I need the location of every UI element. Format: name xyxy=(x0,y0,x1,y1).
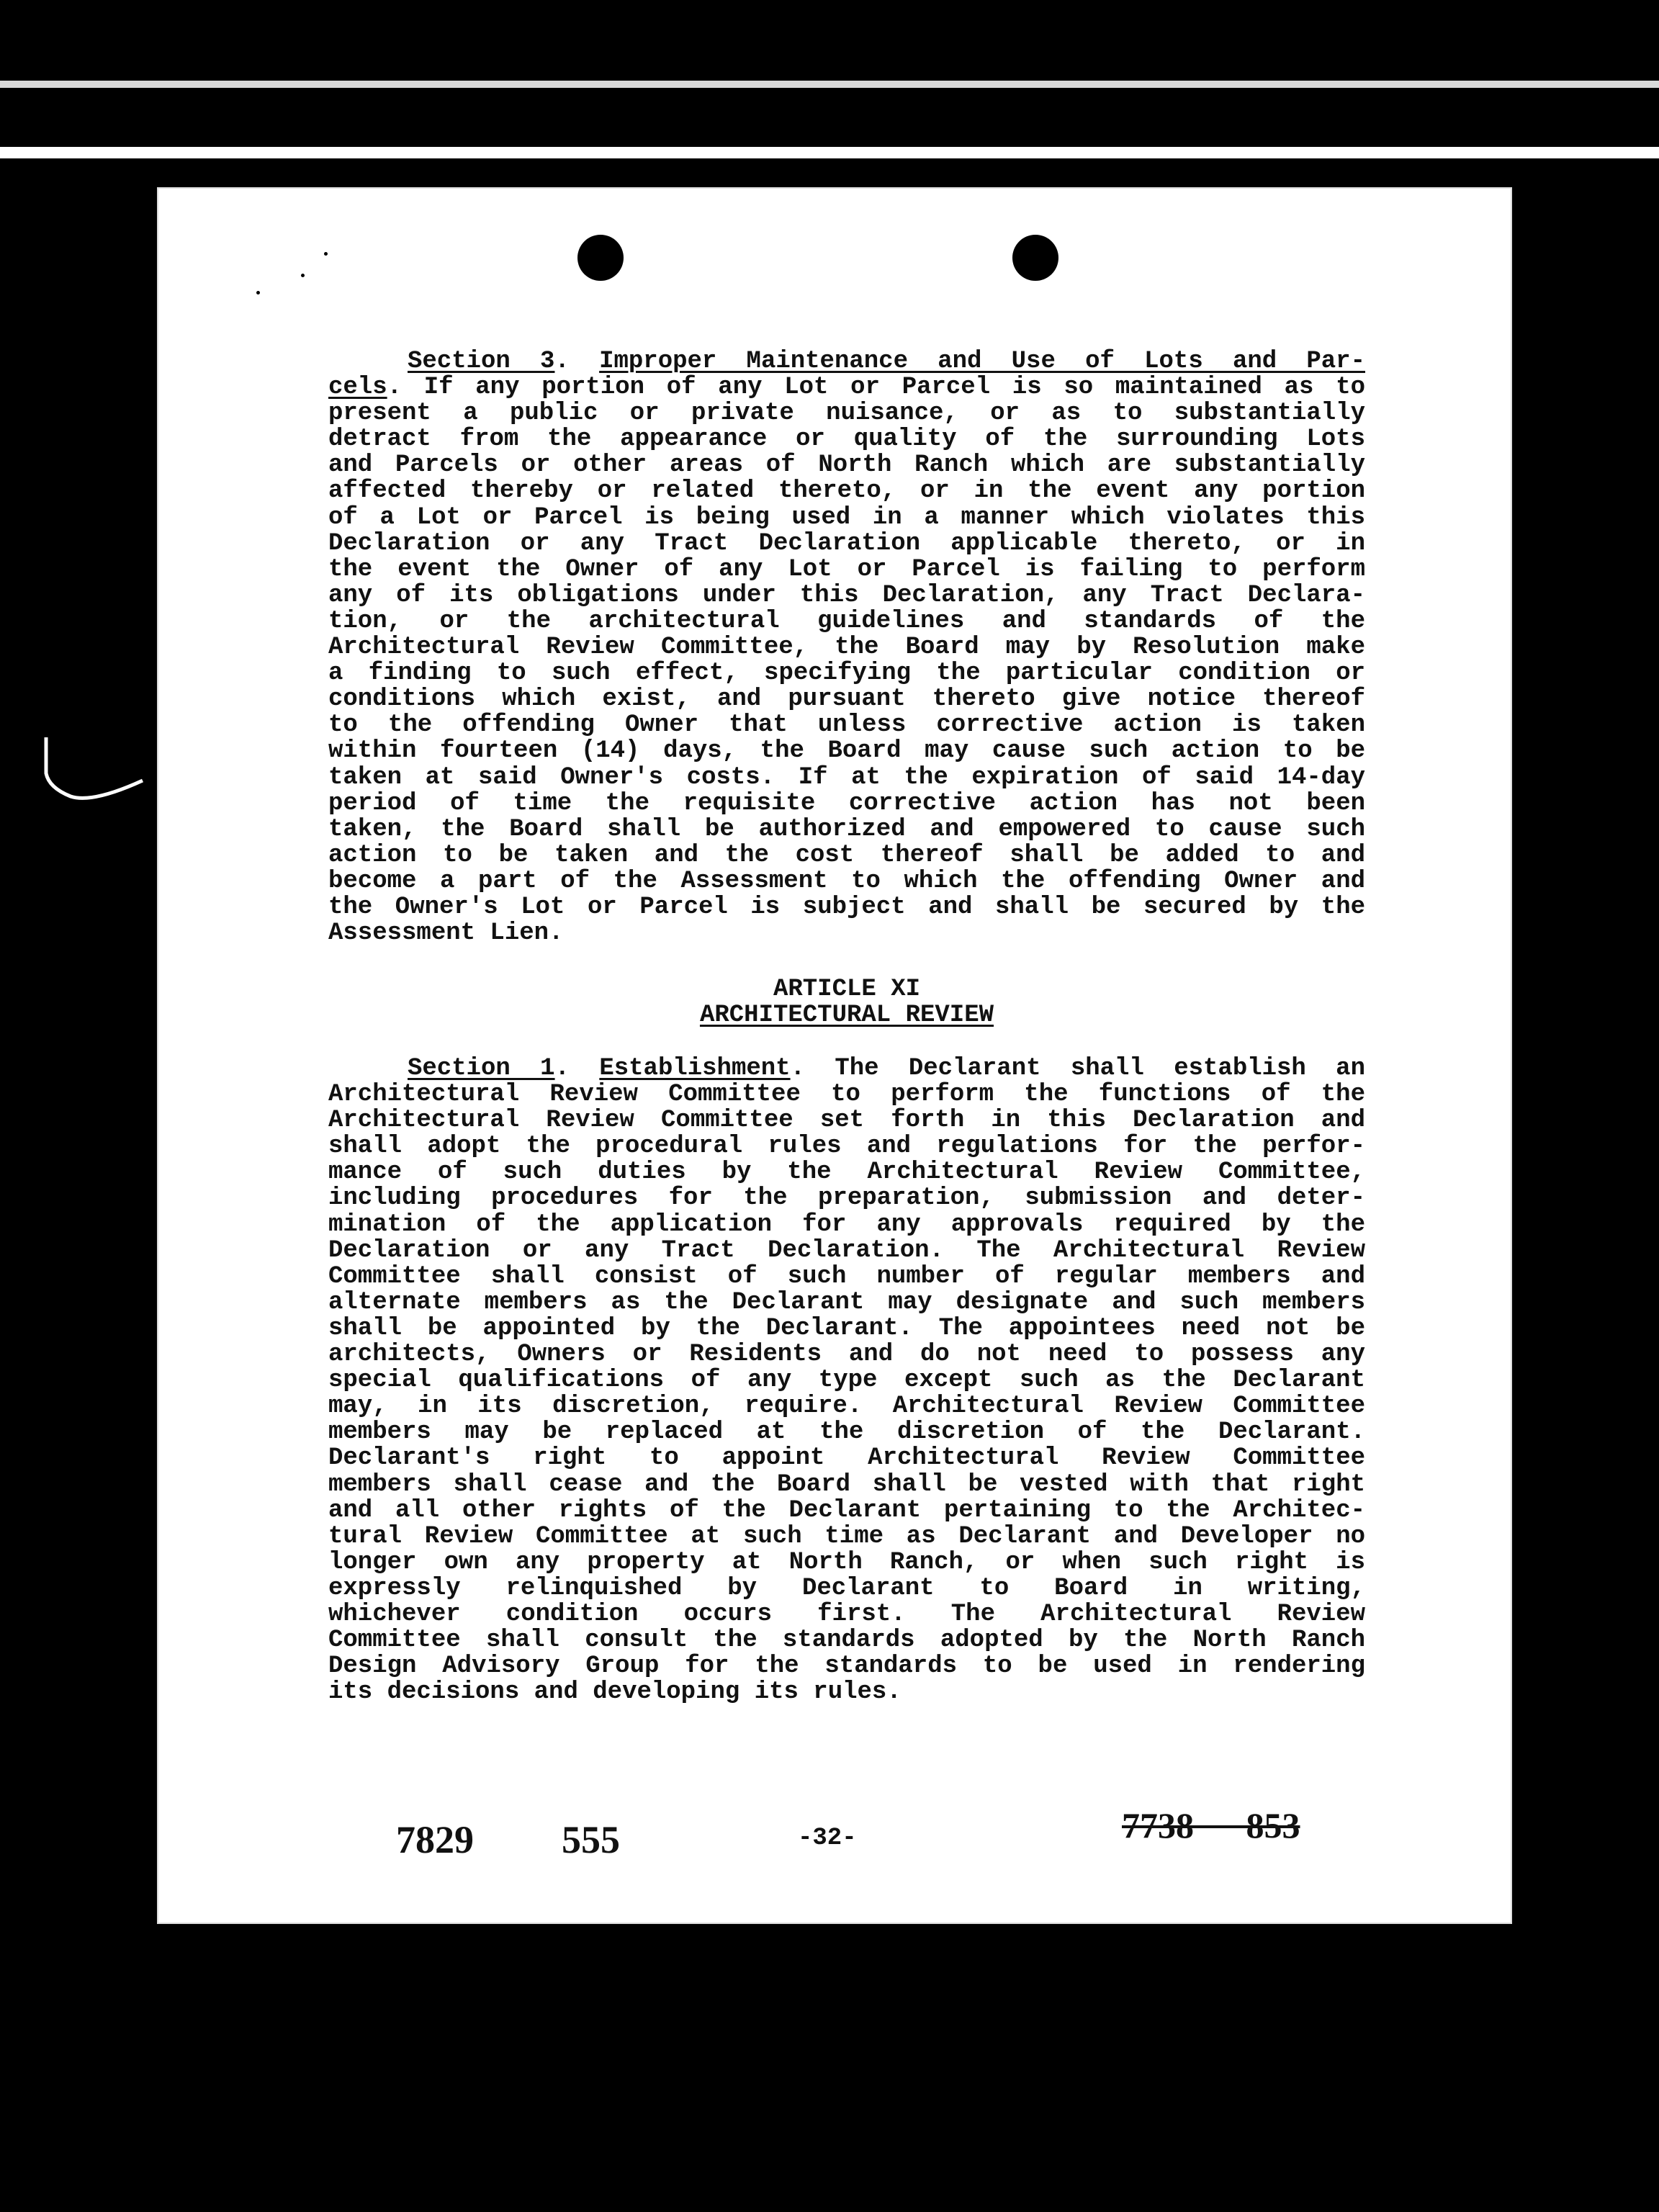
section-1-paragraph xyxy=(328,1056,1365,1705)
text-line: Assessment Lien. xyxy=(328,920,564,948)
book-number: 7829 xyxy=(396,1818,474,1861)
punch-hole-left xyxy=(577,235,624,281)
struck-reference-number: 7738 853 xyxy=(1122,1805,1300,1845)
article-title xyxy=(328,1002,1365,1028)
text-line: Declaration or any Tract Declaration applicable thereto, or in xyxy=(328,529,1365,557)
text-line: Declarant's right to appoint Architectural Review Committee xyxy=(328,1444,1365,1473)
scan-edge-top xyxy=(0,81,1659,88)
text-line: Section 1. Establishment. The Declarant shall establish an xyxy=(408,1055,1365,1082)
text-line: members may be replaced at the discretion of the Declarant. xyxy=(328,1419,1365,1447)
document-page xyxy=(158,189,1511,1923)
page-stamp-number: 555 xyxy=(562,1818,620,1861)
text-line: action to be taken and the cost thereof shall be added to and xyxy=(328,841,1365,869)
text-line: whichever condition occurs first. The Architectural Review xyxy=(328,1600,1365,1628)
text-line: become a part of the Assessment to which the offending Owner and xyxy=(328,867,1365,895)
text-line: expressly relinquished by Declarant to Board in writing, xyxy=(328,1574,1365,1602)
text-line: Design Advisory Group for the standards to be used in rendering xyxy=(328,1653,1365,1681)
text-line: present a public or private nuisance, or as to substantially xyxy=(328,400,1365,428)
text-line: taken at said Owner's costs. If at the expiration of said 14-day xyxy=(328,763,1365,791)
punch-hole-right xyxy=(1012,235,1058,281)
text-line: of a Lot or Parcel is being used in a manner which violates this xyxy=(328,503,1365,531)
text-line: detract from the appearance or quality of the surrounding Lots xyxy=(328,426,1365,454)
text-line: conditions which exist, and pursuant thereto give notice thereof xyxy=(328,685,1365,714)
text-line: and all other rights of the Declarant pertaining to the Architec- xyxy=(328,1496,1365,1524)
page-number: -32- xyxy=(798,1825,857,1852)
text-line: tural Review Committee at such time as Declarant and Developer no xyxy=(328,1522,1365,1550)
text-line: within fourteen (14) days, the Board may cause such action to be xyxy=(328,737,1365,765)
text-line: Committee shall consist of such number of regular members and xyxy=(328,1262,1365,1290)
text-line: affected thereby or related thereto, or in the event any portion xyxy=(328,477,1365,505)
text-line: the Owner's Lot or Parcel is subject and shall be secured by the xyxy=(328,893,1365,921)
text-line: Architectural Review Committee set forth in this Declaration and xyxy=(328,1107,1365,1135)
scan-speck xyxy=(256,291,260,295)
text-line: taken, the Board shall be authorized and empowered to cause such xyxy=(328,815,1365,843)
text-line: special qualifications of any type except such as the Declarant xyxy=(328,1367,1365,1395)
text-line: may, in its discretion, require. Architectural Review Committee xyxy=(328,1393,1365,1421)
text-line: and Parcels or other areas of North Ranch which are substantially xyxy=(328,451,1365,480)
section-3-paragraph xyxy=(328,349,1365,946)
text-line: architects, Owners or Residents and do not need to possess any xyxy=(328,1341,1365,1369)
scan-speck xyxy=(301,274,305,277)
text-line: shall adopt the procedural rules and regulations for the perfor- xyxy=(328,1133,1365,1161)
text-line: alternate members as the Declarant may designate and such members xyxy=(328,1288,1365,1316)
text-line: its decisions and developing its rules. xyxy=(328,1678,902,1707)
article-title-text: ARCHITECTURAL REVIEW xyxy=(699,1002,994,1029)
text-line: the event the Owner of any Lot or Parcel is failing to perform xyxy=(328,555,1365,583)
text-line: Committee shall consult the standards adopted by the North Ranch xyxy=(328,1627,1365,1655)
text-line: Section 3. Improper Maintenance and Use of Lots and Par- xyxy=(408,348,1365,375)
text-line: any of its obligations under this Declaration, any Tract Declara- xyxy=(328,581,1365,609)
text-line: a finding to such effect, specifying the particular condition or xyxy=(328,660,1365,688)
text-line: to the offending Owner that unless corrective action is taken xyxy=(328,711,1365,739)
text-line: including procedures for the preparation, submission and deter- xyxy=(328,1184,1365,1213)
text-line: Architectural Review Committee, the Board may by Resolution make xyxy=(328,634,1365,662)
scan-edge-line xyxy=(0,147,1659,158)
text-line: Declaration or any Tract Declaration. The Architectural Review xyxy=(328,1236,1365,1264)
text-line: shall be appointed by the Declarant. The appointees need not be xyxy=(328,1314,1365,1342)
text-line: Architectural Review Committee to perform the functions of the xyxy=(328,1081,1365,1109)
text-line: members shall cease and the Board shall be vested with that right xyxy=(328,1470,1365,1498)
text-line: longer own any property at North Ranch, or when such right is xyxy=(328,1548,1365,1576)
text-line: cels. If any portion of any Lot or Parcel is so maintained as to xyxy=(328,374,1365,402)
article-number: ARTICLE XI xyxy=(773,976,921,1003)
text-line: period of time the requisite corrective action has not been xyxy=(328,789,1365,817)
scan-speck xyxy=(324,252,328,256)
margin-bracket-mark xyxy=(42,737,150,809)
text-line: tion, or the architectural guidelines and standards of the xyxy=(328,607,1365,635)
text-line: mance of such duties by the Architectural Review Committee, xyxy=(328,1159,1365,1187)
text-line: mination of the application for any approvals required by the xyxy=(328,1210,1365,1238)
